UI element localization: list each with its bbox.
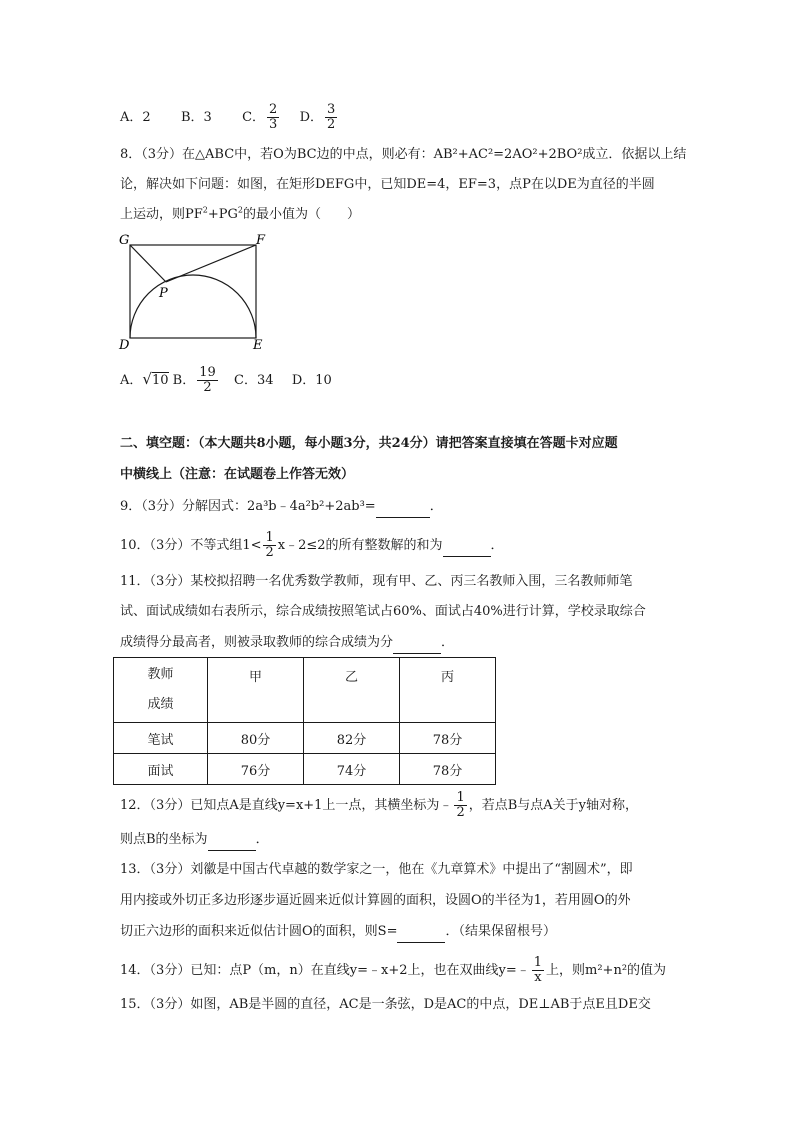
row-label-written: 笔试 — [114, 723, 208, 754]
q15: 15．（3分）如图，AB是半圆的直径，AC是一条弦，D是AC的中点，DE⊥AB于点E且DE交 — [120, 997, 651, 1012]
q8-option-a: A． — [120, 373, 143, 388]
q11-line-3: 成绩得分最高者，则被录取教师的综合成绩为分 ． — [120, 633, 454, 654]
q10-answer-blank[interactable] — [443, 536, 491, 557]
label-f: F — [256, 233, 266, 248]
q13-line-1: 13．（3分）刘徽是中国古代卓越的数学家之一，他在《九章算术》中提出了“割圆术”，即 — [120, 862, 633, 877]
q8-option-d: D．10 — [291, 373, 332, 388]
label-g: G — [119, 233, 130, 248]
q12-fraction: $\frac{1}{2}$ — [456, 790, 465, 820]
label-e: E — [253, 338, 263, 353]
label-d: D — [119, 338, 130, 353]
row-label-interview: 面试 — [114, 754, 208, 785]
q10-fraction: $\frac{1}{2}$ — [265, 530, 274, 560]
q7-option-b: B．3 — [180, 110, 212, 125]
table-cell: 76分 — [208, 754, 304, 785]
table-corner-cell: 教师 成绩 — [114, 658, 208, 723]
q8-line-3: 上运动，则$PF^2+PG^2$的最小值为（ ） — [120, 205, 361, 222]
q7-option-d-fraction: $\frac{3}{2}$ — [327, 102, 336, 132]
table-row — [114, 723, 496, 754]
q7-option-c-fraction: $\frac{2}{3}$ — [269, 102, 278, 132]
q10: 10．（3分）不等式组1< $\frac{1}{2}$ x﹣2≤2的所有整数解的和为 ． — [120, 530, 504, 560]
q9-answer-blank[interactable] — [376, 497, 430, 518]
section-2-heading-line-1: 二、填空题：（本大题共8小题，每小题3分，共24分）请把答案直接填在答题卡对应题 — [120, 436, 618, 451]
q11-answer-blank[interactable] — [393, 633, 441, 654]
table-header-yi: 乙 — [304, 658, 400, 723]
segment-pg — [130, 245, 166, 282]
semicircle-de — [130, 275, 256, 338]
q8-option-c: C．34 — [234, 373, 274, 388]
q7-option-c: C． — [242, 110, 266, 125]
q13-line-3: 切正六边形的面积来近似估计圆O的面积，则S= ．（结果保留根号） — [120, 922, 556, 943]
table-cell: 74分 — [304, 754, 400, 785]
q12-line-1: 12．（3分）已知点A是直线y=x+1上一点，其横坐标为﹣ $\frac{1}{2}$ ，若点B与点A关于y轴对称， — [120, 790, 639, 820]
q12-line-2: 则点B的坐标为 ． — [120, 830, 269, 851]
table-row — [114, 754, 496, 785]
score-table — [113, 657, 496, 785]
q8-option-a-radicand: 10 — [151, 373, 169, 388]
q13-answer-blank[interactable] — [397, 922, 445, 943]
q8-options — [120, 366, 332, 395]
table-header-bing: 丙 — [400, 658, 496, 723]
table-cell: 80分 — [208, 723, 304, 754]
q14: 14．（3分）已知：点P（m，n）在直线y=﹣x+2上，也在双曲线y=﹣ $\frac{1}{x}$ 上，则m²+n²的值为 — [120, 955, 667, 985]
q14-fraction: $\frac{1}{x}$ — [533, 955, 543, 985]
table-header-jia: 甲 — [208, 658, 304, 723]
rectangle-defg — [130, 245, 256, 338]
q8-option-b: B． — [172, 373, 196, 388]
table-cell: 78分 — [400, 723, 496, 754]
q8-figure — [110, 228, 280, 353]
q12-answer-blank[interactable] — [208, 830, 256, 851]
q9: 9．（3分）分解因式：2a³b﹣4a²b²+2ab³= ． — [120, 497, 443, 518]
table-header-row — [114, 658, 496, 723]
q11-line-2: 试、面试成绩如右表所示，综合成绩按照笔试占60%、面试占40%进行计算，学校录取综合 — [120, 604, 646, 619]
sqrt-sign: √ — [142, 370, 152, 388]
q7-option-a: A．2 — [120, 110, 151, 125]
segment-pf — [166, 245, 256, 282]
q8-option-b-fraction: $\frac{19}{2}$ — [199, 365, 216, 395]
table-cell: 78分 — [400, 754, 496, 785]
table-cell: 82分 — [304, 723, 400, 754]
q7-option-d: D． — [299, 110, 324, 125]
q8-line-2: 论，解决如下问题：如图，在矩形DEFG中，已知DE=4，EF=3，点P在以DE为直径的半圆 — [120, 177, 655, 192]
section-2-heading-line-2: 中横线上（注意：在试题卷上作答无效） — [120, 467, 355, 482]
label-p: P — [159, 286, 168, 301]
q7-options — [120, 103, 339, 132]
q8-line-1: 8．（3分）在△ABC中，若O为BC边的中点，则必有：AB²+AC²=2AO²+2BO²成立．依据以上结 — [120, 147, 687, 162]
q11-line-1: 11．（3分）某校拟招聘一名优秀数学教师，现有甲、乙、丙三名教师入围，三名教师师笔 — [120, 574, 633, 589]
q13-line-2: 用内接或外切正多边形逐步逼近圆来近似计算圆的面积，设圆O的半径为1，若用圆O的外 — [120, 893, 631, 908]
